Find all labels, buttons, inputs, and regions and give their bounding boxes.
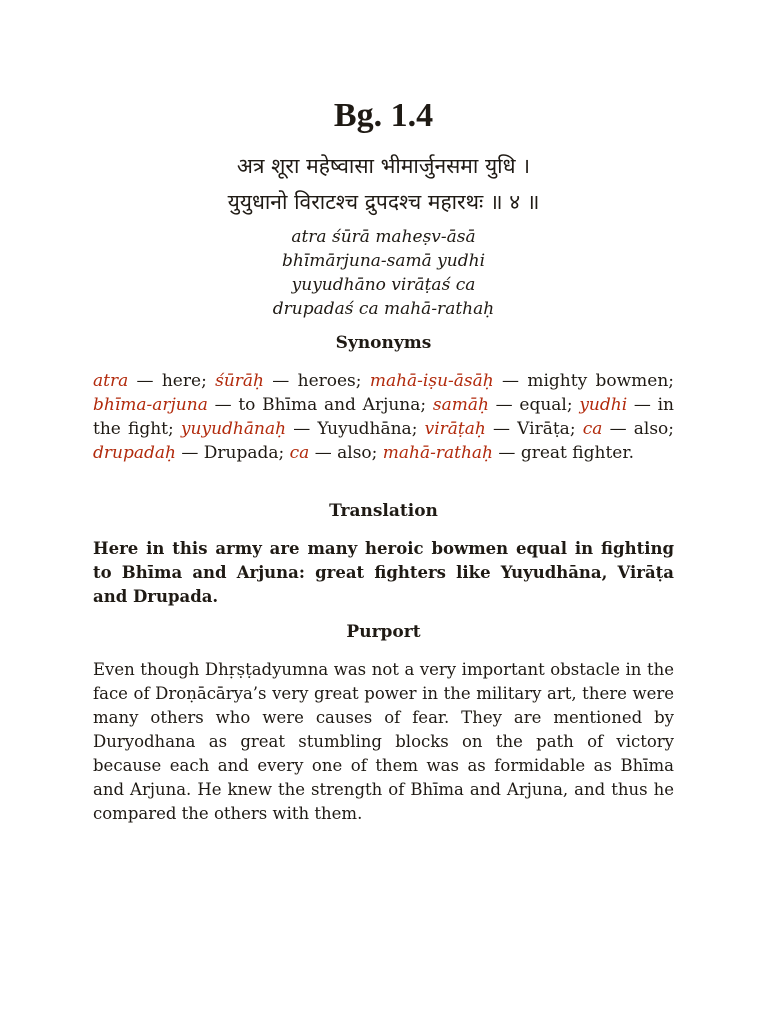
synonym-word: ca [289, 443, 310, 463]
synonym-meaning: Virāṭa [517, 419, 570, 439]
synonym-meaning: here [161, 371, 202, 391]
devanagari-line: अत्र शूरा महेष्वासा भीमार्जुनसमा युधि । [236, 154, 531, 178]
transliteration-line: drupadaś ca mahā-rathaḥ [272, 299, 495, 319]
synonym-meaning: in the fight [93, 395, 675, 439]
synonym-meaning: heroes [297, 371, 356, 391]
synonym-word: yudhi [579, 395, 628, 415]
synonym-meaning: great fighter. [520, 443, 634, 463]
purport-text: Even though Dhṛṣṭadyumna was not a very important obstacle in the face of Droṇācārya’s very great power in the military art, there were many others who were causes of fear. They are mentioned by Duryodhana as great stumbling blocks on the path of victory because each and every one of them was as formidable as Bhīma and Arjuna. He knew the strength of Bhīma and Arjuna, and thus he compared the others with them. [93, 660, 674, 823]
synonym-word: virāṭaḥ [424, 419, 486, 439]
transliteration-line: atra śūrā maheṣv-āsā [291, 227, 476, 247]
synonym-meaning: to Bhīma and Arjuna [238, 395, 421, 415]
synonyms-paragraph: atra — here; śūrāḥ — heroes; mahā-iṣu-āsāḥ — mighty bowmen; bhīma-arjuna — to Bhīma and Arjuna; samāḥ — equal; yudhi — in the fight; yuyudhānaḥ — Yuyudhāna; virāṭaḥ — Virāṭa; ca — also; drupadaḥ — Drupada; ca — also; mahā-rathaḥ — great fighter. [93, 371, 675, 463]
transliteration-line: bhīmārjuna-samā yudhi [281, 251, 486, 271]
transliteration-line: yuyudhāno virāṭaś ca [291, 275, 476, 295]
translation-text: Here in this army are many heroic bowmen equal in fighting to Bhīma and Arjuna: great fighters like Yuyudhāna, Virāṭa and Drupada. [93, 539, 674, 606]
synonym-meaning: also [337, 443, 372, 463]
synonym-word: bhīma-arjuna [93, 395, 208, 415]
synonym-word: atra [93, 371, 129, 391]
synonym-word: mahā-rathaḥ [382, 443, 494, 463]
synonym-word: mahā-iṣu-āsāḥ [369, 371, 494, 391]
synonym-meaning: mighty bowmen [527, 371, 669, 391]
synonym-word: ca [582, 419, 603, 439]
synonyms-heading: Synonyms [335, 333, 432, 353]
synonym-word: samāḥ [432, 395, 489, 415]
verse-title: Bg. 1.4 [333, 97, 434, 134]
synonym-word: śūrāḥ [215, 371, 264, 391]
purport-heading: Purport [346, 622, 421, 642]
synonym-meaning: Yuyudhāna [317, 419, 412, 439]
devanagari-verse [93, 148, 674, 220]
synonym-word: drupadaḥ [93, 443, 176, 463]
synonym-meaning: equal [519, 395, 567, 415]
synonym-word: yuyudhānaḥ [180, 419, 287, 439]
synonym-meaning: Drupada [203, 443, 279, 463]
transliteration [93, 225, 674, 321]
devanagari-line: युयुधानो विराटश्च द्रुपदश्च महारथः ॥ ४ ॥ [227, 190, 540, 214]
translation-heading: Translation [329, 501, 438, 521]
synonym-meaning: also [633, 419, 669, 439]
